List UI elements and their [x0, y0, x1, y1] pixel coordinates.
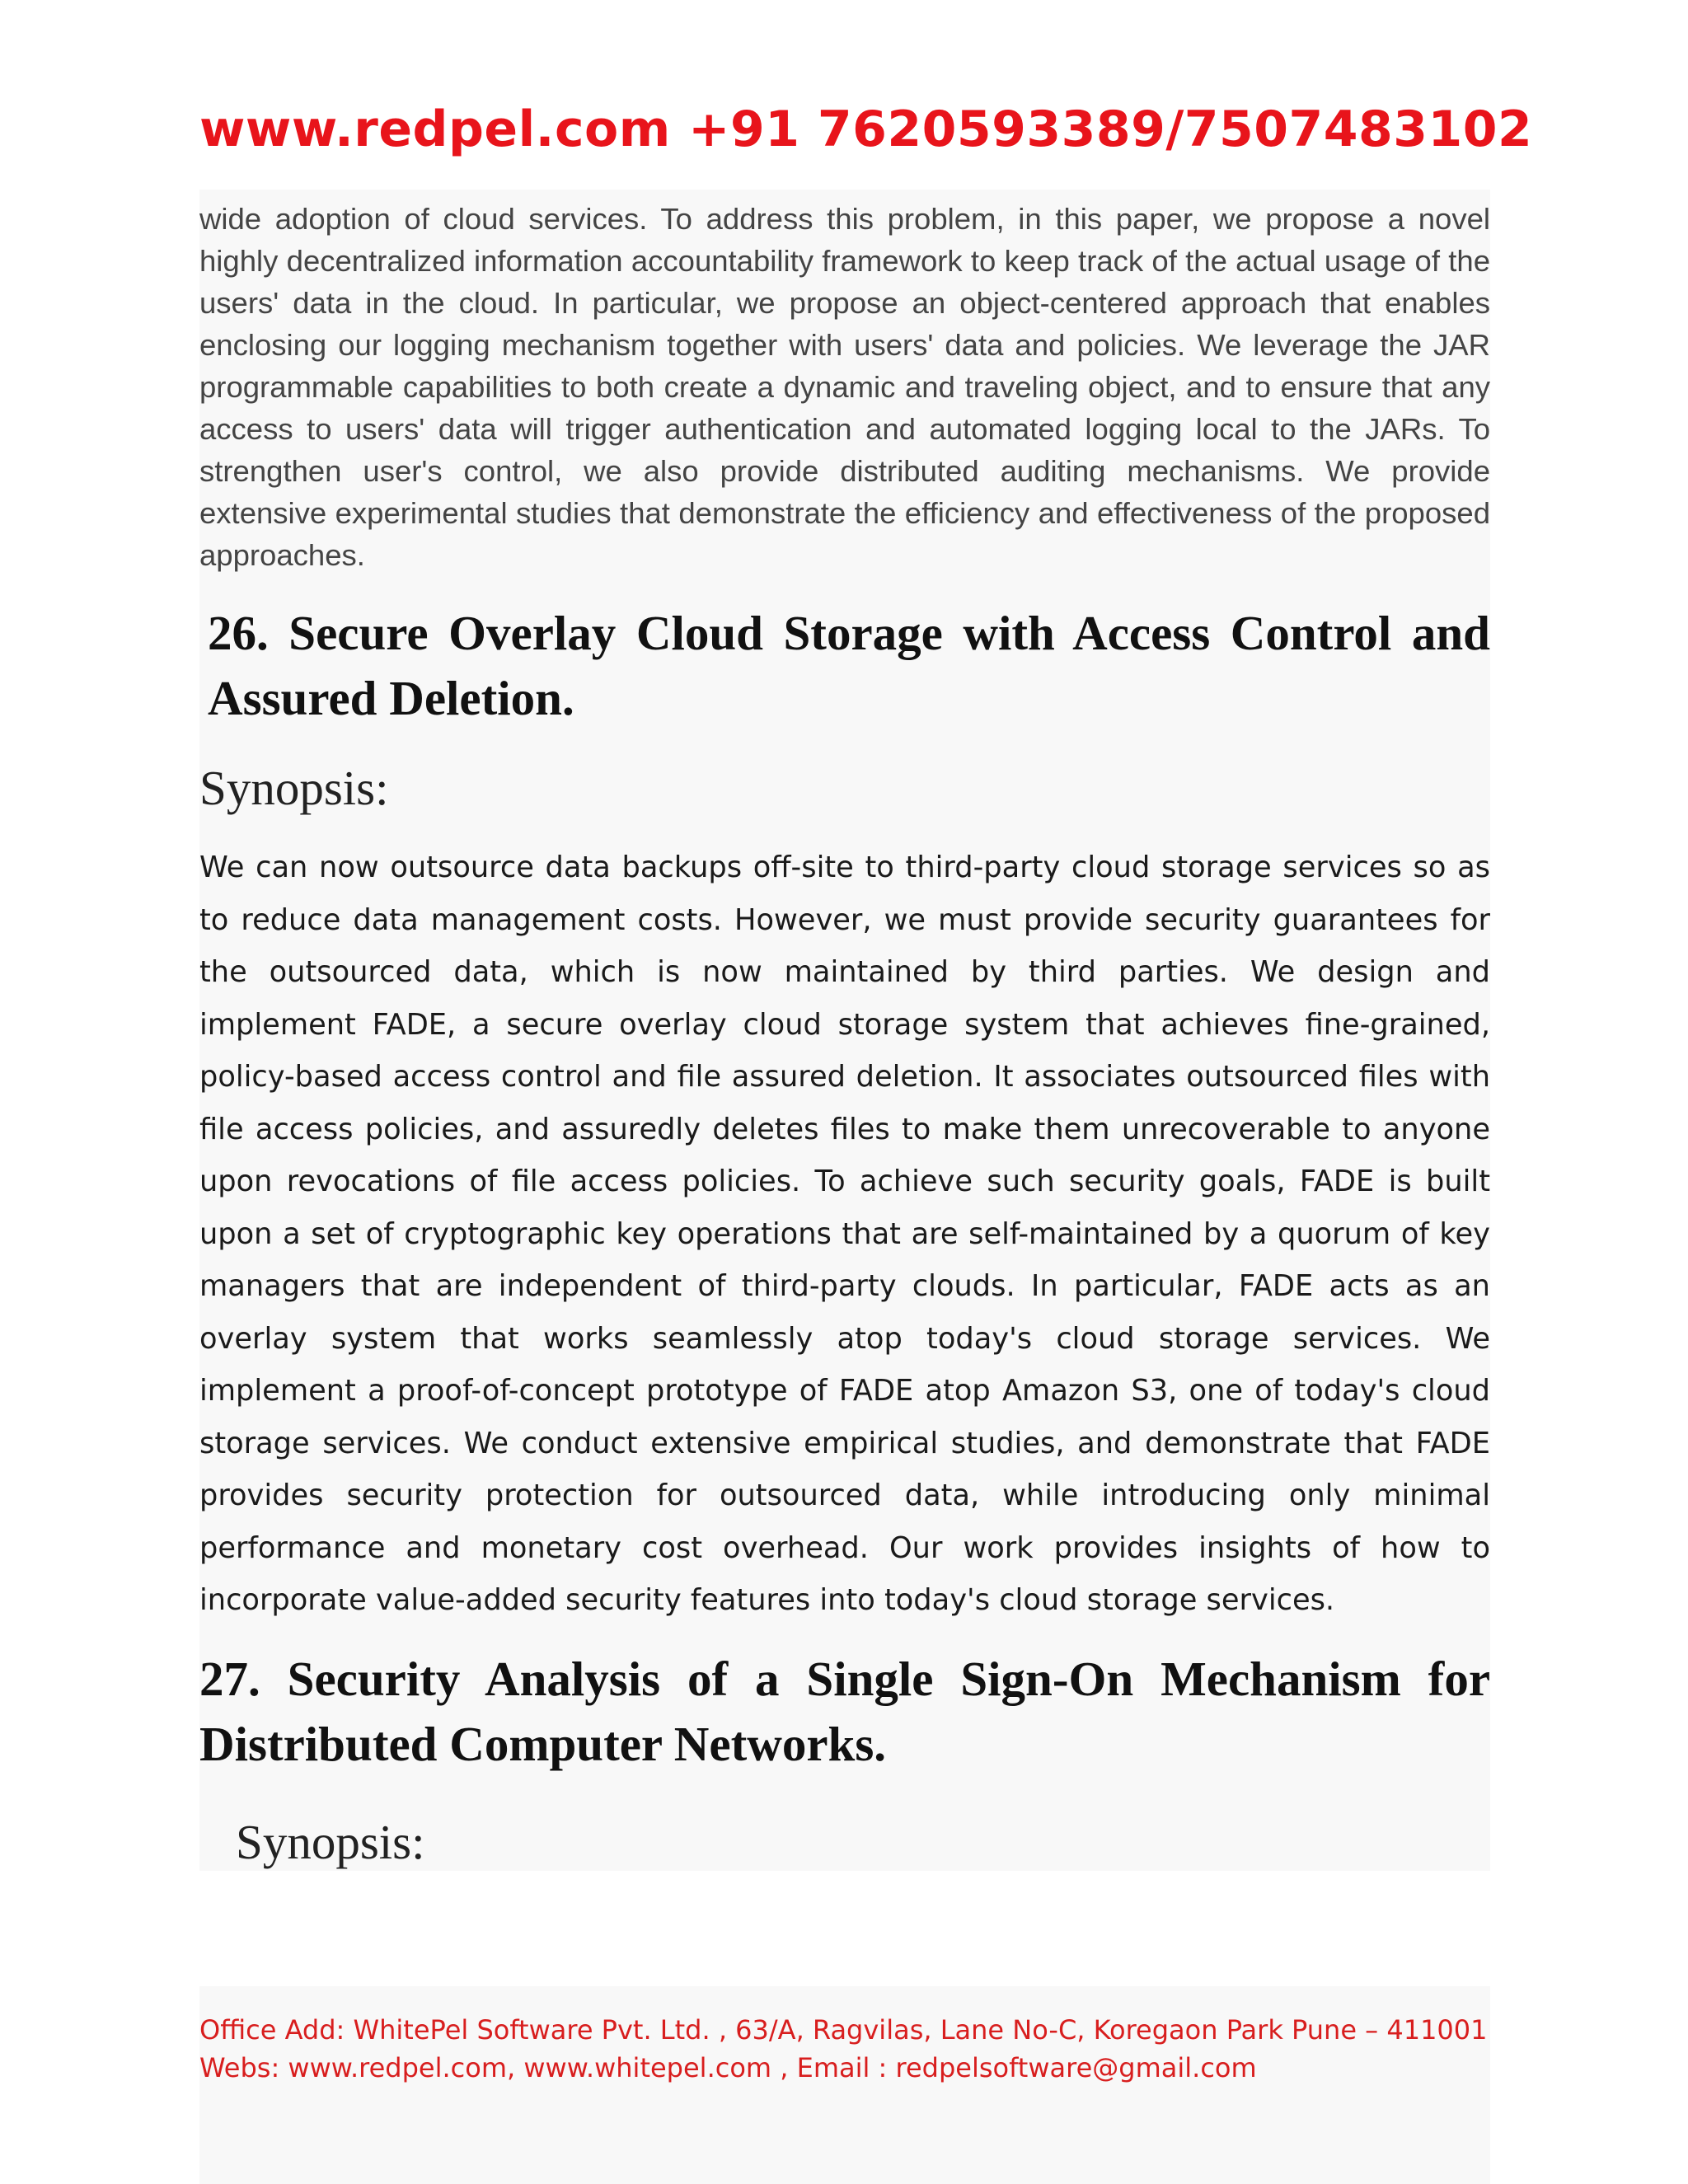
section-title-27: 27. Security Analysis of a Single Sign-On Mechanism for Distributed Computer Networks.: [199, 1651, 1490, 1771]
section-title-26: 26. Secure Overlay Cloud Storage with Access Control and Assured Deletion.: [208, 606, 1490, 725]
previous-abstract-continuation: wide adoption of cloud services. To address this problem, in this paper, we propose a novel highly decentralized information accountability framework to keep track of the actual usage of the users' data in the cloud. In particular, we propose an object-centered approach that enables enclosing our logging mechanism together with users' data and policies. We leverage the JAR programmable capabilities to both create a dynamic and traveling object, and to ensure that any access to users' data will trigger authentication and automated logging local to the JARs. To strengthen user's control, we also provide distributed auditing mechanisms. We provide extensive experimental studies that demonstrate the efficiency and effectiveness of the proposed approaches.: [199, 202, 1490, 572]
synopsis-heading-27: Synopsis:: [236, 1814, 425, 1869]
page-footer: [199, 2011, 1488, 2087]
page-header-contact: www.redpel.com +91 7620593389/7507483102: [199, 101, 1533, 158]
page-content: [199, 190, 1490, 1871]
synopsis-heading-26: Synopsis:: [199, 761, 389, 815]
synopsis-body-26: We can now outsource data backups off-site to third-party cloud storage services so as to reduce data management costs. However, we must provide security guarantees for the outsourced data, which is now maintained by third parties. We design and implement FADE, a secure overlay cloud storage system that achieves fine-grained, policy-based access control and file assured deletion. It associates outsourced files with file access policies, and assuredly deletes files to make them unrecoverable to anyone upon revocations of file access policies. To achieve such security goals, FADE is built upon a set of cryptographic key operations that are self-maintained by a quorum of key managers that are independent of third-party clouds. In particular, FADE acts as an overlay system that works seamlessly atop today's cloud storage services. We implement a proof-of-concept prototype of FADE atop Amazon S3, one of today's cloud storage services. We conduct extensive empirical studies, and demonstrate that FADE provides security protection for outsourced data, while introducing only minimal performance and monetary cost overhead. Our work provides insights of how to incorporate value-added security features into today's cloud storage services.: [199, 851, 1490, 1617]
footer-office-address: Office Add: WhitePel Software Pvt. Ltd. , 63/A, Ragvilas, Lane No-C, Koregaon Park Pune – 411001: [199, 2014, 1488, 2046]
footer-websites-email: Webs: www.redpel.com, www.whitepel.com , Email : redpelsoftware@gmail.com: [199, 2052, 1257, 2083]
